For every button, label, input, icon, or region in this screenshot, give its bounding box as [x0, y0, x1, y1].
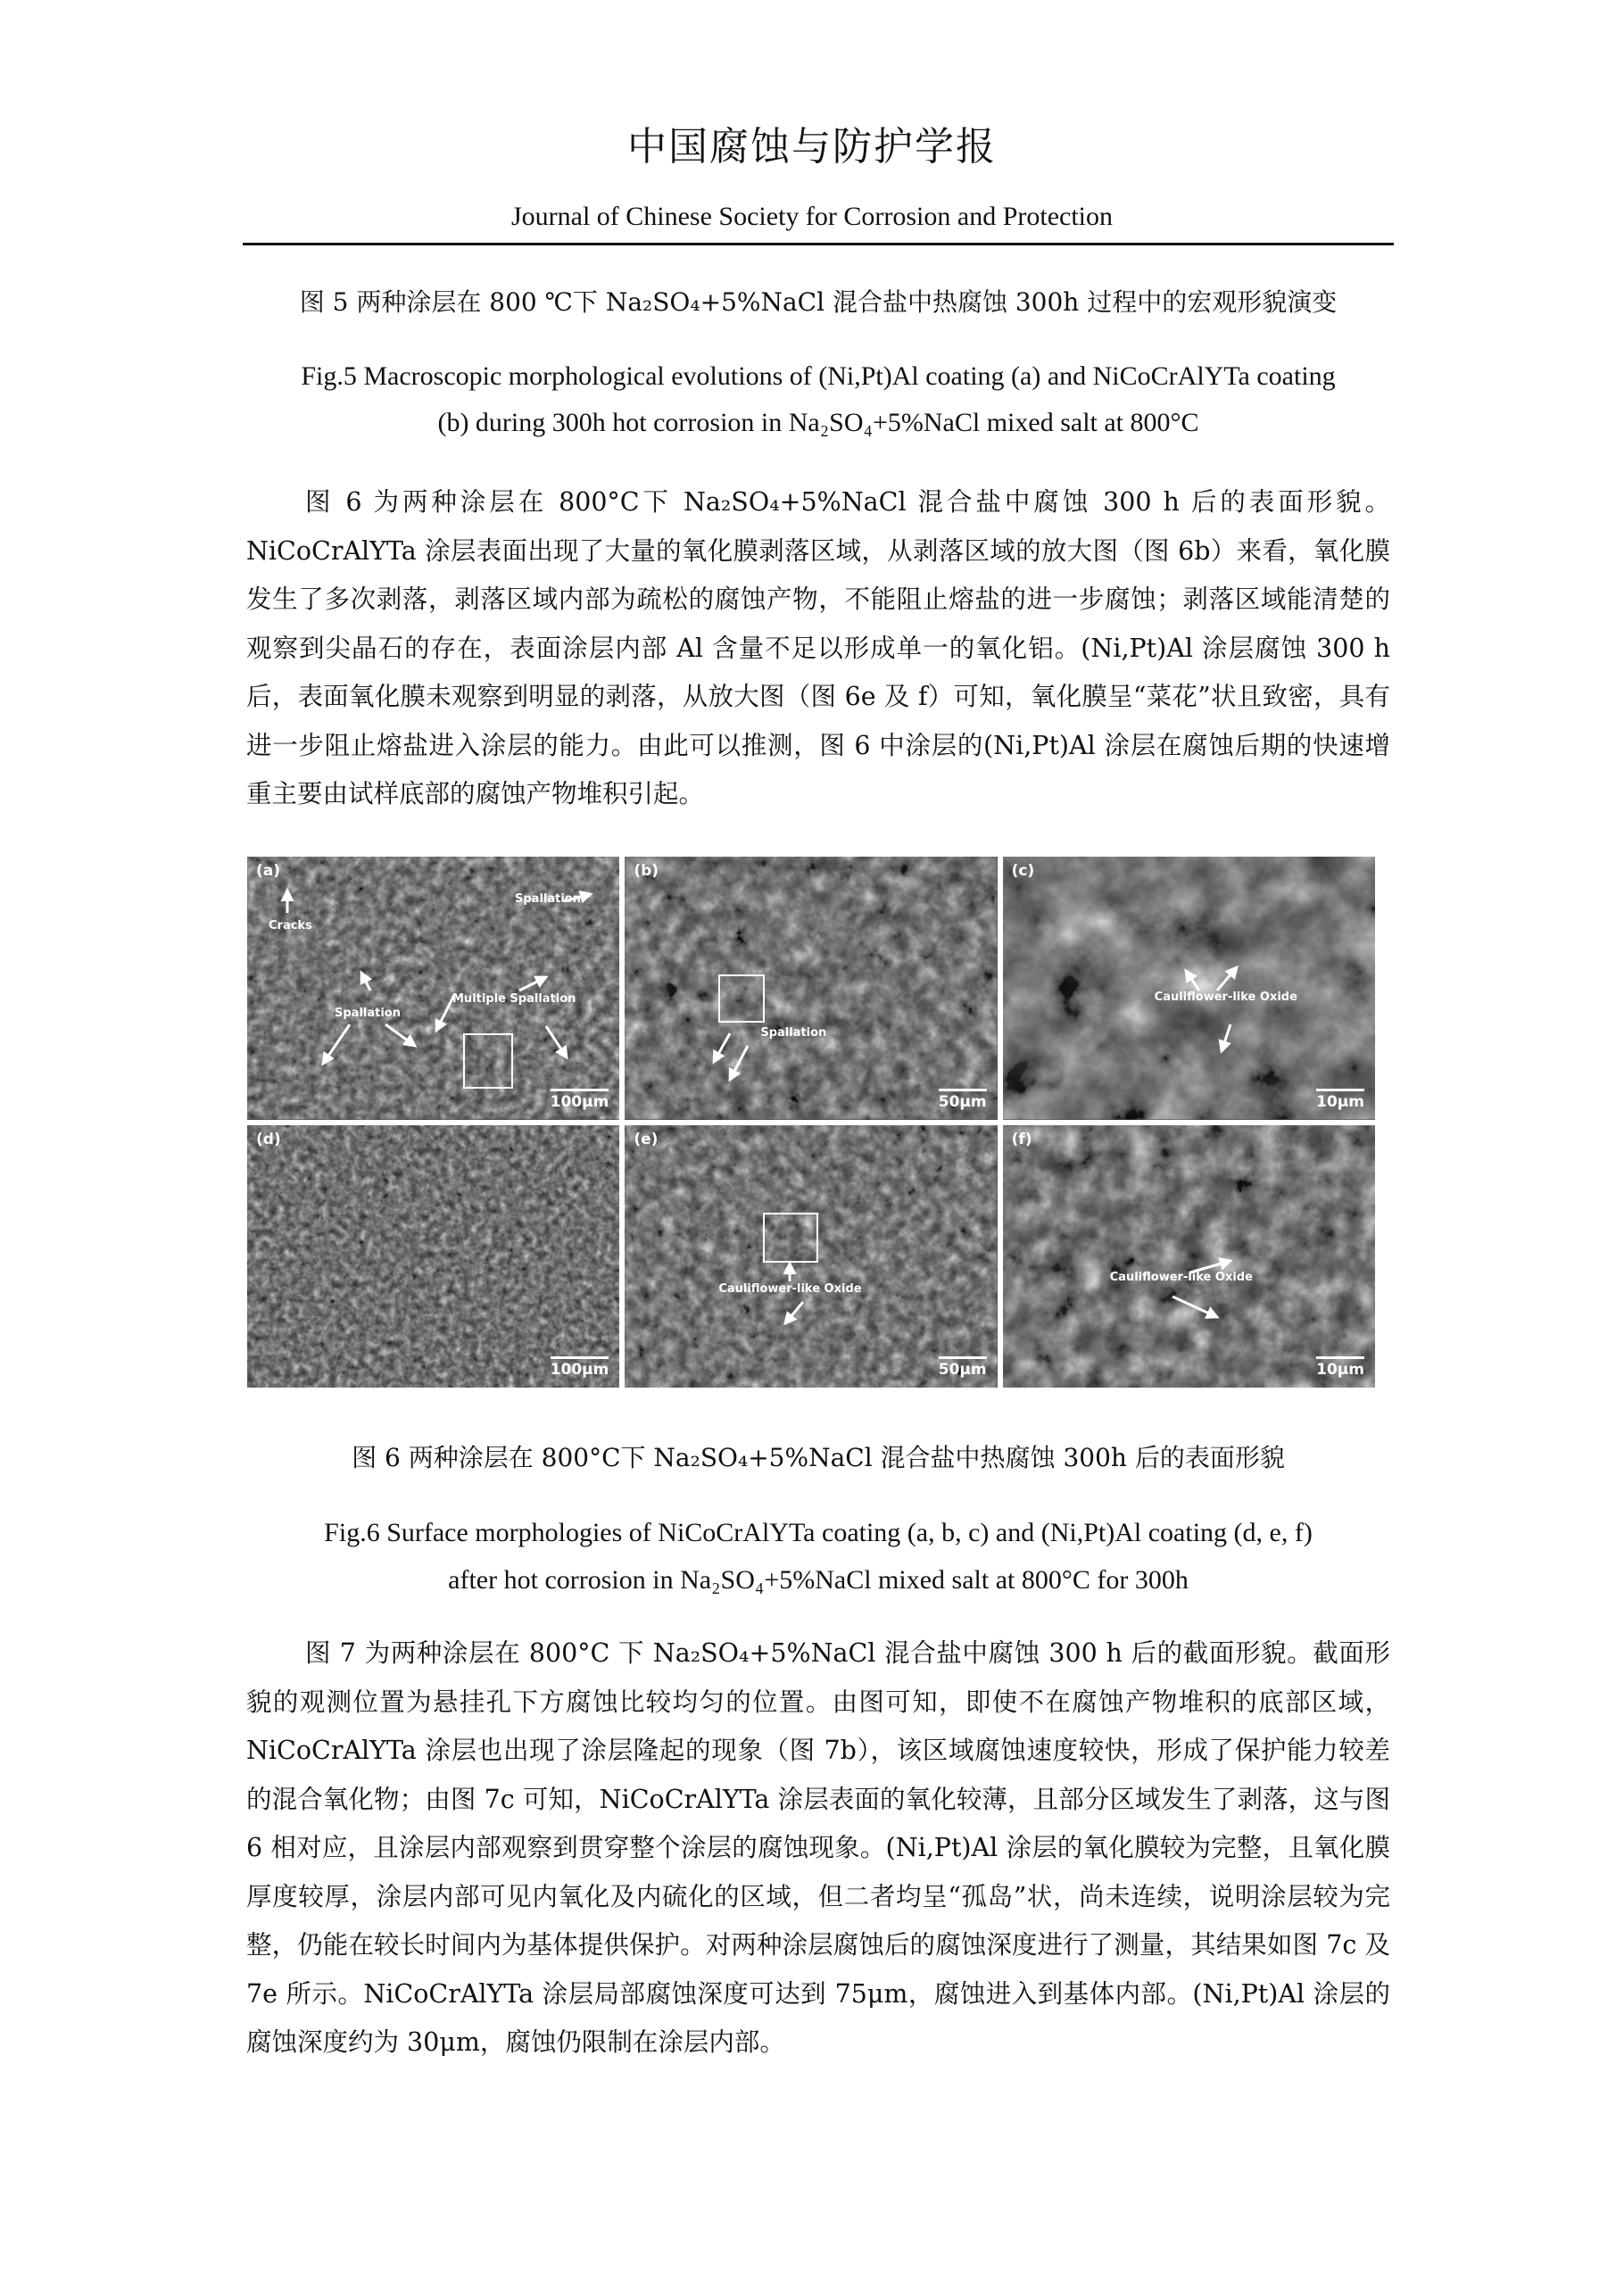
fig6-panel-f	[1003, 1125, 1375, 1388]
annotation-cauliflower-oxide: Cauliflower-like Oxide	[1109, 1270, 1253, 1284]
journal-title-cn: 中国腐蚀与防护学报	[627, 124, 997, 170]
annotation-arrows	[1003, 1125, 1375, 1388]
paragraph-fig6-discussion: 图 6 为两种涂层在 800°C下 Na₂SO₄+5%NaCl 混合盐中腐蚀 300 h 后的表面形貌。NiCoCrAlYTa 涂层表面出现了大量的氧化膜剥落区域，从剥落区域的放大图（图 6b）来看，氧化膜发生了多次剥落，剥落区域内部为疏松的腐蚀产物，不能阻止熔盐的进一步腐蚀；剥落区域能清楚的观察到尖晶石的存在，表面涂层内部 Al 含量不足以形成单一的氧化铝。(Ni,Pt)Al 涂层腐蚀 300 h 后，表面氧化膜未观察到明显的剥落，从放大图（图 6e 及 f）可知，氧化膜呈“菜花”状且致密，具有进一步阻止熔盐进入涂层的能力。由此可以推测，图 6 中涂层的(Ni,Pt)Al 涂层在腐蚀后期的快速增重主要由试样底部的腐蚀产物堆积引起。	[246, 487, 1390, 808]
fig6-caption-cn: 图 6 两种涂层在 800°C下 Na₂SO₄+5%NaCl 混合盐中热腐蚀 300h 后的表面形貌	[352, 1443, 1285, 1472]
annotation-arrows	[625, 857, 997, 1120]
panel-label: (c)	[1011, 862, 1035, 880]
panel-label: (b)	[634, 862, 659, 880]
fig6-sem-figure	[247, 857, 1375, 1388]
annotation-cauliflower-oxide: Cauliflower-like Oxide	[718, 1281, 862, 1296]
scale-bar: 100μm	[551, 1089, 609, 1111]
header-rule	[243, 243, 1394, 245]
fig5-caption-en-line1: Fig.5 Macroscopic morphological evolutions of (Ni,Pt)Al coating (a) and NiCoCrAlYTa coating	[301, 361, 1336, 391]
fig6-panel-e	[625, 1125, 997, 1388]
paragraph-fig7-discussion: 图 7 为两种涂层在 800°C 下 Na₂SO₄+5%NaCl 混合盐中腐蚀 300 h 后的截面形貌。截面形貌的观测位置为悬挂孔下方腐蚀比较均匀的位置。由图可知，即使不在腐蚀产物堆积的底部区域，NiCoCrAlYTa 涂层也出现了涂层隆起的现象（图 7b），该区域腐蚀速度较快，形成了保护能力较差的混合氧化物；由图 7c 可知，NiCoCrAlYTa 涂层表面的氧化较薄，且部分区域发生了剥落，这与图 6 相对应，且涂层内部观察到贯穿整个涂层的腐蚀现象。(Ni,Pt)Al 涂层的氧化膜较为完整，且氧化膜厚度较厚，涂层内部可见内氧化及内硫化的区域，但二者均呈“孤岛”状，尚未连续，说明涂层较为完整，仍能在较长时间内为基体提供保护。对两种涂层腐蚀后的腐蚀深度进行了测量，其结果如图 7c 及 7e 所示。NiCoCrAlYTa 涂层局部腐蚀深度可达到 75μm，腐蚀进入到基体内部。(Ni,Pt)Al 涂层的腐蚀深度约为 30μm，腐蚀仍限制在涂层内部。	[246, 1638, 1390, 2057]
panel-label: (a)	[256, 862, 281, 880]
scale-bar: 50μm	[939, 1356, 987, 1379]
scale-bar: 100μm	[551, 1356, 609, 1379]
fig5-caption-cn: 图 5 两种涂层在 800 ℃下 Na₂SO₄+5%NaCl 混合盐中热腐蚀 300h 过程中的宏观形貌演变	[299, 287, 1338, 317]
scale-bar: 50μm	[939, 1089, 987, 1111]
annotation-cracks: Cracks	[269, 919, 312, 932]
fig5-caption-en-line2: (b) during 300h hot corrosion in Na₂SO₄+5%NaCl mixed salt at 800°C	[437, 408, 1199, 437]
annotation-cauliflower-oxide: Cauliflower-like Oxide	[1154, 991, 1297, 1004]
annotation-spallation-top: Spallation	[515, 892, 581, 906]
scale-bar: 10μm	[1316, 1356, 1364, 1379]
panel-label: (e)	[634, 1130, 659, 1148]
fig6-caption-en-line1: Fig.6 Surface morphologies of NiCoCrAlYTa coating (a, b, c) and (Ni,Pt)Al coating (d, e, f)	[324, 1518, 1313, 1547]
fig6-panel-d	[247, 1125, 619, 1388]
annotation-spallation: Spallation	[760, 1026, 827, 1040]
annotation-spallation: Spallation	[335, 1007, 401, 1020]
panel-label: (d)	[256, 1130, 281, 1148]
fig6-panel-b	[625, 857, 997, 1120]
journal-title-en: Journal of Chinese Society for Corrosion and Protection	[510, 202, 1114, 231]
panel-label: (f)	[1011, 1130, 1032, 1148]
annotation-multiple-spallation: Multiple Spallation	[452, 992, 576, 1006]
annotation-arrows	[625, 1125, 997, 1388]
fig6-panel-a	[247, 857, 619, 1120]
annotation-arrows	[1003, 857, 1375, 1120]
fig6-panel-c	[1003, 857, 1375, 1120]
fig6-caption-en-line2: after hot corrosion in Na₂SO₄+5%NaCl mixed salt at 800°C for 300h	[448, 1565, 1189, 1595]
scale-bar: 10μm	[1316, 1089, 1364, 1111]
sem-texture	[247, 1125, 619, 1388]
